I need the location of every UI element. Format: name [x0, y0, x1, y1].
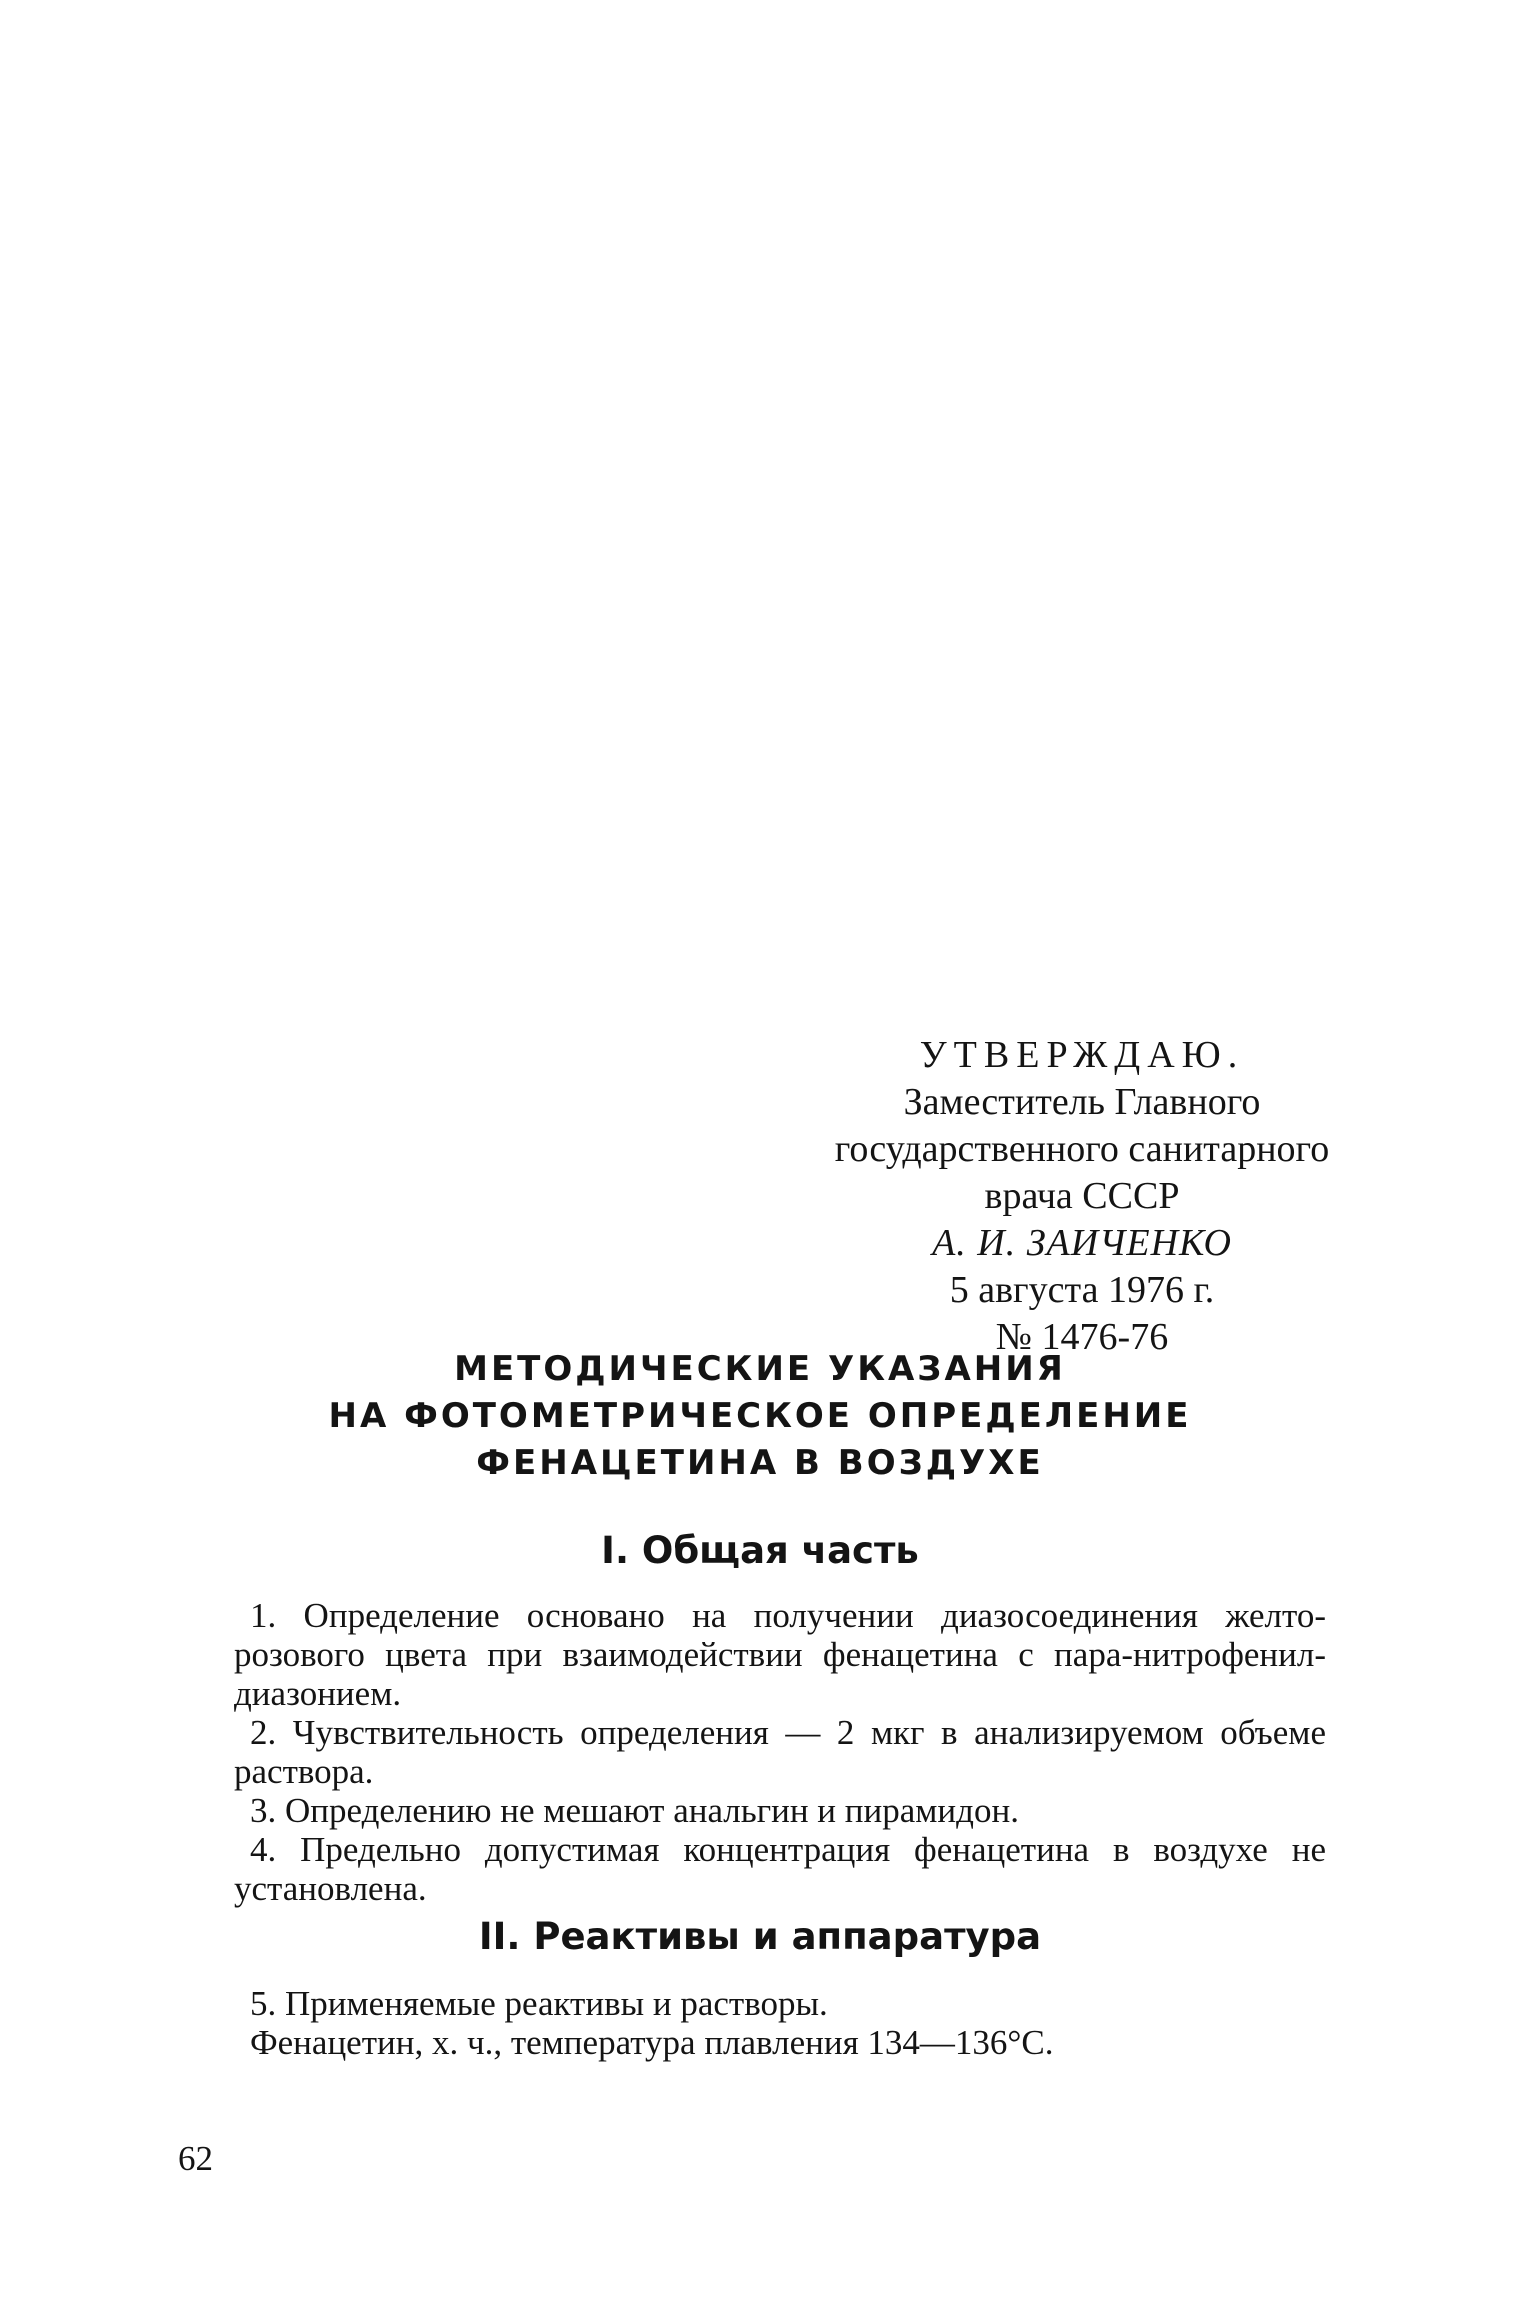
section-heading-reagents: II. Реактивы и аппаратура [478, 1915, 1042, 1958]
document-title-line-1: МЕТОДИЧЕСКИЕ УКАЗАНИЯ [454, 1349, 1066, 1389]
approval-position-line-1: Заместитель Главного [903, 1081, 1261, 1123]
section-heading-general: I. Общая часть [601, 1529, 919, 1572]
paragraph-3: 3. Определению не мешают анальгин и пирамидон. [250, 1791, 1019, 1830]
approval-position-line-3: врача СССР [984, 1175, 1180, 1217]
paragraph-1: 1. Определение основано на получении диазосоединения желто-розового цвета при взаимодействии фенацетина с пара-нитрофенил-диазонием. [234, 1596, 1326, 1713]
document-title [300, 1346, 1220, 1487]
approval-block [782, 1032, 1382, 1361]
document-title-line-3: ФЕНАЦЕТИНА В ВОЗДУХЕ [476, 1443, 1044, 1483]
section-body-reagents [234, 1984, 1326, 2062]
document-title-line-2: НА ФОТОМЕТРИЧЕСКОЕ ОПРЕДЕЛЕНИЕ [328, 1396, 1192, 1436]
approval-date: 5 августа 1976 г. [949, 1269, 1215, 1311]
section-body-general [234, 1596, 1326, 1908]
approval-heading: УТВЕРЖДАЮ. [919, 1034, 1245, 1076]
paragraph-5: 5. Применяемые реактивы и растворы. [250, 1984, 828, 2023]
paragraph-2: 2. Чувствительность определения — 2 мкг в анализируемом объеме раствора. [234, 1713, 1326, 1791]
paragraph-6: Фенацетин, х. ч., температура плавления 134—136°С. [250, 2023, 1054, 2062]
approval-number: № 1476-76 [995, 1316, 1169, 1358]
page-number: 62 [178, 2139, 213, 2178]
approval-official-name: А. И. ЗАИЧЕНКО [932, 1222, 1232, 1264]
approval-position-line-2: государственного санитарного [834, 1128, 1330, 1170]
paragraph-4: 4. Предельно допустимая концентрация фенацетина в воздухе не установлена. [234, 1830, 1326, 1908]
